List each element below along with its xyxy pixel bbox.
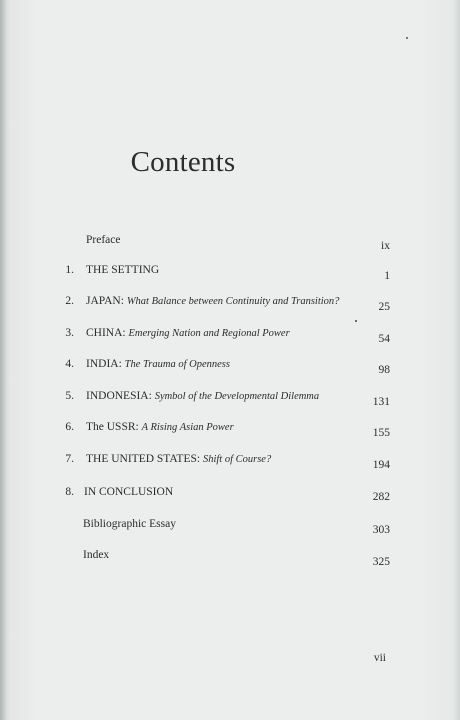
- toc-entry-subtitle: Emerging Nation and Regional Power: [128, 328, 290, 339]
- toc-entry-page: 325: [372, 556, 390, 568]
- paper-speck: [355, 320, 357, 322]
- toc-entry-title: The USSR:: [86, 421, 139, 433]
- toc-entry-page: ix: [381, 240, 390, 252]
- toc-entry-subtitle: Symbol of the Developmental Dilemma: [154, 391, 320, 402]
- toc-entry-number: 6.: [65, 421, 74, 433]
- toc-entry-number: 5.: [65, 390, 74, 402]
- toc-entry-title: CHINA:: [86, 327, 126, 339]
- toc-entry-page: 131: [372, 396, 390, 408]
- toc-entry-subtitle: The Trauma of Openness: [124, 359, 230, 370]
- toc-entry-3: [0, 327, 460, 347]
- toc-entry-page: 194: [372, 459, 390, 471]
- toc-entry-page: 98: [378, 364, 390, 376]
- toc-entry-title: Bibliographic Essay: [83, 518, 176, 530]
- toc-entry-subtitle: A Rising Asian Power: [141, 422, 234, 433]
- toc-entry-8: [0, 486, 460, 506]
- page-folio: vii: [373, 652, 386, 664]
- toc-entry-1: [0, 264, 460, 284]
- toc-entry-page: 282: [372, 491, 390, 503]
- toc-entry-number: 7.: [65, 453, 74, 465]
- toc-entry-title: THE SETTING: [86, 264, 160, 276]
- toc-entry-title: Index: [83, 549, 110, 561]
- toc-entry-number: 3.: [65, 327, 74, 339]
- toc-entry-page: 303: [372, 524, 390, 536]
- toc-entry-subtitle: What Balance between Continuity and Transition?: [126, 296, 340, 307]
- toc-entry-4: [0, 358, 460, 378]
- toc-entry-bibliography: [0, 518, 460, 538]
- toc-entry-title: Preface: [86, 234, 121, 246]
- toc-entry-title: THE UNITED STATES:: [86, 453, 201, 465]
- toc-entry-title: IN CONCLUSION: [84, 486, 174, 498]
- toc-entry-title: JAPAN:: [86, 295, 124, 307]
- toc-entry-title: INDIA:: [86, 358, 122, 370]
- toc-entry-number: 2.: [65, 295, 74, 307]
- toc-entry-page: 54: [378, 333, 390, 345]
- toc-entry-index: [0, 549, 460, 569]
- toc-entry-5: [0, 390, 460, 410]
- page-title: Contents: [130, 146, 236, 178]
- toc-entry-page: 25: [378, 301, 390, 313]
- toc-entry-page: 1: [384, 270, 390, 282]
- toc-entry-number: 8.: [65, 486, 74, 498]
- paper-speck: [406, 37, 408, 39]
- toc-entry-7: [0, 453, 460, 473]
- toc-entry-number: 1.: [65, 264, 74, 276]
- toc-entry-page: 155: [372, 427, 390, 439]
- toc-entry-preface: [0, 234, 460, 254]
- toc-entry-number: 4.: [65, 358, 74, 370]
- toc-entry-title: INDONESIA:: [86, 390, 152, 402]
- toc-entry-2: [0, 295, 460, 315]
- toc-entry-6: [0, 421, 460, 441]
- toc-entry-subtitle: Shift of Course?: [202, 454, 272, 465]
